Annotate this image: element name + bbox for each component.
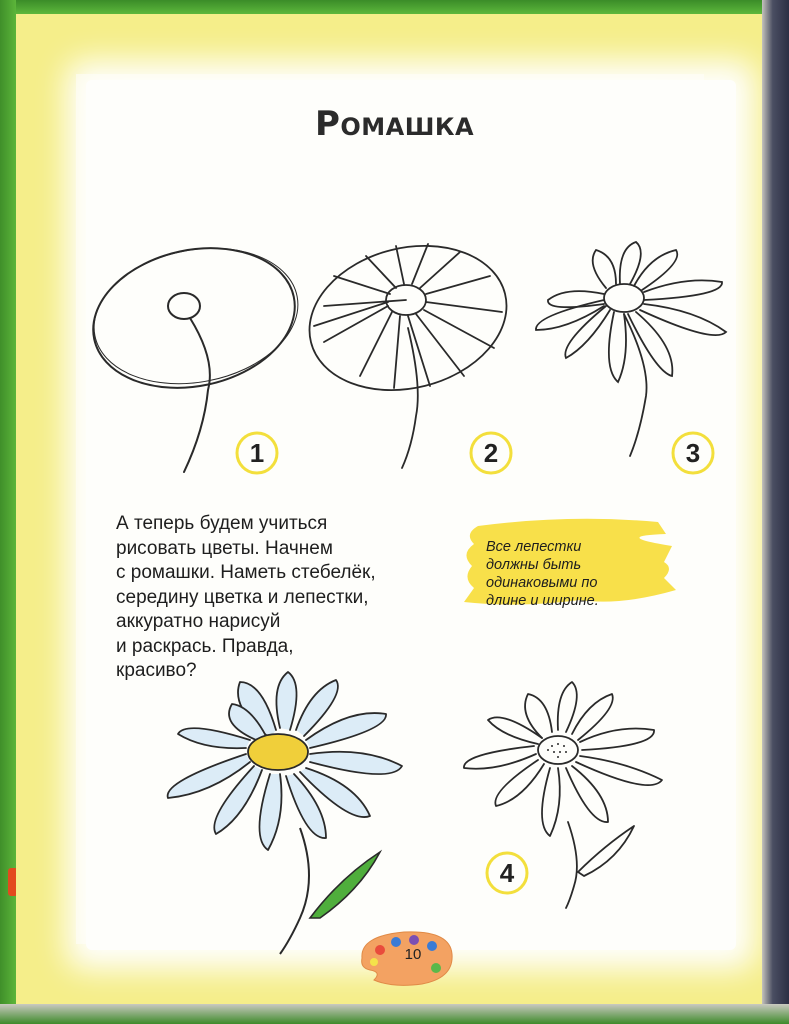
tip-line: Все лепестки [486, 539, 582, 555]
step-3-number: 3 [685, 438, 701, 468]
tip-line: длине и ширине. [486, 593, 599, 609]
tip-line: одинаковыми по [486, 575, 598, 591]
text-line: рисовать цветы. Начнем [116, 537, 333, 559]
step-4-number: 4 [499, 858, 515, 888]
text-line: аккуратно нарисуй [116, 611, 281, 632]
book-cover-bottom [0, 1004, 789, 1024]
text-line: красиво? [116, 660, 197, 681]
step-3-badge [670, 430, 716, 476]
text-line: А теперь будем учиться [116, 513, 328, 534]
text-line: середину цветка и лепестки, [116, 586, 369, 608]
book-cover-top [0, 0, 789, 14]
text-line: с ромашки. Наметь стебелёк, [116, 562, 376, 583]
colored-daisy-illustration [150, 668, 412, 958]
page-number: 10 [404, 946, 422, 963]
step-2-badge [468, 430, 514, 476]
step-4-badge [484, 850, 530, 896]
instructions-text [116, 512, 436, 684]
tip-line: должны быть [486, 557, 582, 573]
text-line: и раскрась. Правда, [116, 635, 294, 657]
page-title: Ромашка [314, 104, 475, 144]
step-1-number: 1 [249, 438, 265, 468]
step-1-badge [234, 430, 280, 476]
book-spine [762, 0, 789, 1024]
tip-note [460, 516, 680, 608]
step-2-number: 2 [483, 438, 499, 468]
tip-text [486, 538, 676, 610]
